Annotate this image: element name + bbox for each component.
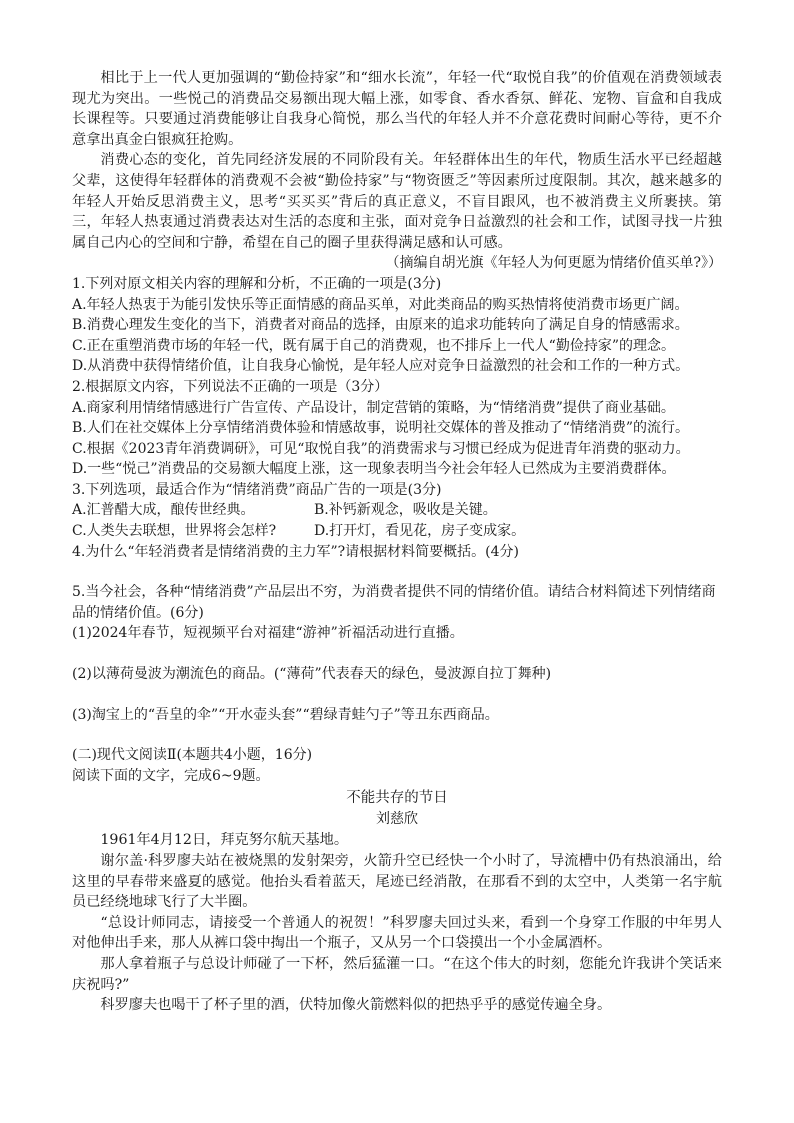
story-author: 刘慈欣 — [376, 811, 418, 828]
question-2-option-a: A.商家利用情绪情感进行广告宣传、产品设计，制定营销的策略，为“情绪消费”提供了商业基础。 — [72, 399, 675, 416]
passage-paragraph-2: 消费心态的变化，首先同经济发展的不同阶段有关。年轻群体出生的年代，物质生活水平已经超越父辈，这使得年轻群体的消费观不会被“勤俭持家”与“物资匮乏”等因素所过度限制。其次，越来越多的年轻人开始反思消费主义，思考“买买买”背后的真正意义，不盲目跟风，也不被消费主义所裹挟。第三，年轻人热衷通过消费表达对生活的态度和主张，面对竞争日益激烈的社会和工作，试图寻找一片独属自己内心的空间和宁静，希望在自己的圈子里获得满足感和认可感。 — [72, 152, 722, 251]
exam-page — [72, 68, 722, 1016]
question-1-option-b: B.消费心理发生变化的当下，消费者对商品的选择，由原来的追求功能转向了满足自身的情感需求。 — [72, 317, 689, 334]
section-2-instruction: 阅读下面的文字，完成6~9题。 — [72, 767, 270, 784]
question-2-option-c: C.根据《2023青年消费调研》，可见“取悦自我”的消费需求与习惯已经成为促进青年消费的驱动力。 — [72, 440, 690, 457]
question-3-options-row-2 — [72, 521, 722, 542]
question-2-option-b: B.人们在社交媒体上分享情绪消费体验和情感故事，说明社交媒体的普及推动了“情绪消费”的流行。 — [72, 420, 690, 437]
question-3-options-row-1 — [72, 500, 722, 521]
answer-space — [72, 685, 722, 705]
answer-space — [72, 644, 722, 664]
story-paragraph-2: 谢尔盖·科罗廖夫站在被烧黑的发射架旁，火箭升空已经快一个小时了，导流槽中仍有热浪涌出，给这里的早春带来盛夏的感觉。他抬头看着蓝天，尾迹已经消散，在那看不到的太空中，人类第一名宇航员已经绕地球飞行了大半圈。 — [72, 853, 722, 911]
answer-space — [72, 725, 722, 745]
question-1-option-a: A.年轻人热衷于为能引发快乐等正面情感的商品买单，对此类商品的购买热情将使消费市场更广阔。 — [72, 296, 689, 313]
question-5-item-2: (2)以薄荷曼波为潮流色的商品。(“薄荷”代表春天的绿色，曼波源自拉丁舞种) — [72, 666, 552, 683]
question-3-stem: 3.下列选项，最适合作为“情绪消费”商品广告的一项是(3分) — [72, 481, 442, 498]
question-5-stem: 5.当今社会，各种“情绪消费”产品层出不穷，为消费者提供不同的情绪价值。请结合材料简述下列情绪商品的情绪价值。(6分) — [72, 584, 716, 621]
question-4-stem: 4.为什么“年轻消费者是情绪消费的主力军”?请根据材料简要概括。(4分) — [72, 543, 520, 560]
question-1-option-c: C.正在重塑消费市场的年轻一代，既有属于自己的消费观，也不排斥上一代人“勤俭持家”的理念。 — [72, 337, 675, 354]
answer-space — [72, 562, 722, 582]
question-1-option-d: D.从消费中获得情绪价值，让自我身心愉悦，是年轻人应对竞争日益激烈的社会和工作的一种方式。 — [72, 358, 690, 375]
question-3-option-b: B.补钙新观念，吸收是关键。 — [314, 502, 497, 519]
section-2-header: (二)现代文阅读Ⅱ(本题共4小题，16分) — [72, 747, 313, 764]
question-3-option-c: C.人类失去联想，世界将会怎样? — [72, 523, 277, 540]
question-2-option-d: D.一些“悦己”消费品的交易额大幅度上涨，这一现象表明当今社会年轻人已然成为主要消费群体。 — [72, 461, 676, 478]
passage-paragraph-1: 相比于上一代人更加强调的“勤俭持家”和“细水长流”，年轻一代“取悦自我”的价值观在消费领域表现尤为突出。一些悦己的消费品交易额出现大幅上涨，如零食、香水香氛、鲜花、宠物、盲盒和自我成长课程等。只要通过消费能够让自我身心简悦，那么当代的年轻人并不介意花费时间耐心等待，更不介意拿出真金白银疯狂抢购。 — [72, 70, 722, 148]
question-3-option-d: D.打开灯，看见花，房子变成家。 — [314, 523, 526, 540]
passage-source: （摘编自胡光旗《年轻人为何更愿为情绪价值买单?》） — [385, 255, 722, 272]
question-3-option-a: A.汇普醋大成，酿传世经典。 — [72, 502, 255, 519]
question-5-item-3: (3)淘宝上的“吾皇的伞”“开水壶头套”“碧绿青蛙勺子”等丑东西商品。 — [72, 706, 499, 723]
story-paragraph-4: 那人拿着瓶子与总设计师碰了一下杯，然后猛灌一口。“在这个伟大的时刻，您能允许我讲个笑话来庆祝吗?” — [72, 955, 722, 993]
story-paragraph-5: 科罗廖夫也喝干了杯子里的酒，伏特加像火箭燃料似的把热乎乎的感觉传遍全身。 — [100, 997, 612, 1014]
story-paragraph-1: 1961年4月12日，拜克努尔航天基地。 — [100, 832, 349, 849]
story-title: 不能共存的节日 — [346, 790, 448, 807]
story-paragraph-3: “总设计师同志，请接受一个普通人的祝贺！”科罗廖夫回过头来，看到一个身穿工作服的中年男人对他伸出手来，那人从裤口袋中掏出一个瓶子，又从另一个口袋摸出一个小金属酒杯。 — [72, 914, 722, 952]
question-2-stem: 2.根据原文内容，下列说法不正确的一项是（3分） — [72, 378, 389, 395]
question-1-stem: 1.下列对原文相关内容的理解和分析，不正确的一项是(3分) — [72, 275, 442, 292]
question-5-item-1: (1)2024年春节，短视频平台对福建“游神”祈福活动进行直播。 — [72, 625, 464, 642]
